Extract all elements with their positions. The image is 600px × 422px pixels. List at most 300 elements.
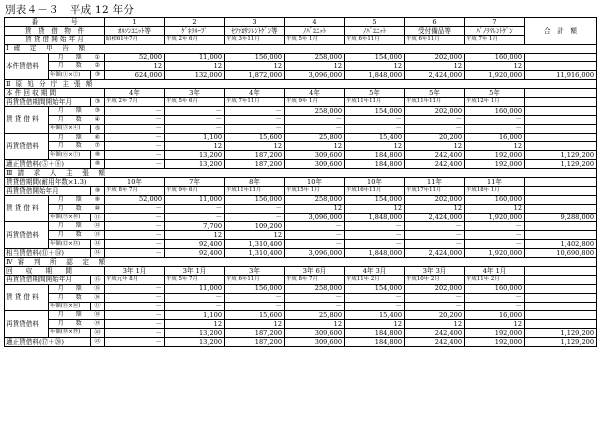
value-cell: 242,400 [405,338,465,347]
row-mark: ⑨ [91,195,105,204]
value-cell: 4年 [225,89,285,98]
table-row [5,213,597,222]
column-number: 4 [285,18,345,27]
section-title: Ⅱ 原 処 分 庁 主 張 額 [5,80,597,89]
value-cell: 13,200 [165,160,225,169]
value-cell: 11,916,000 [525,71,597,80]
value-cell: － [105,133,165,142]
value-cell [525,115,597,124]
row-label: 年額(⑫×⑬) [49,240,91,249]
value-cell: 平成 9年 1月 [285,98,345,107]
value-cell [525,178,597,187]
value-cell: 92,400 [165,240,225,249]
value-cell [525,204,597,213]
value-cell [525,302,597,311]
value-cell: － [285,240,345,249]
value-cell [525,195,597,204]
table-body [5,18,597,347]
value-cell: 1,872,000 [225,71,285,80]
value-cell: 12 [465,62,525,71]
row-mark: ⑲ [91,320,105,329]
value-cell [525,186,597,195]
table-row [5,231,597,240]
value-cell: － [105,213,165,222]
value-cell: 52,000 [105,53,165,62]
value-cell: 15,600 [225,311,285,320]
row-mark: ⑧ [91,151,105,160]
table-row [5,222,597,231]
value-cell: － [105,160,165,169]
value-cell: 15,400 [345,133,405,142]
table-row [5,338,597,347]
column-start: 平成 5年 1月 [285,35,345,44]
row-mark: ③ [91,71,105,80]
row-label: 月 数 [49,142,91,151]
header-label: 賃 貸 借 開 始 年 月 [5,35,105,44]
value-cell: － [105,338,165,347]
value-cell: 1,310,400 [225,240,285,249]
group-label: 賃 貸 借 料 [5,106,49,133]
row-mark: ⑮ [91,284,105,293]
value-cell: － [105,106,165,115]
value-cell: 12 [465,142,525,151]
value-cell: 1,129,200 [525,160,597,169]
value-cell: 12 [285,142,345,151]
value-cell: 10,690,800 [525,249,597,258]
value-cell: 12 [165,320,225,329]
value-cell: 9,288,000 [525,213,597,222]
table-row [5,115,597,124]
value-cell: 平成 9年 6月 [165,186,225,195]
value-cell: 11,000 [165,53,225,62]
value-cell: － [165,115,225,124]
value-cell: － [345,115,405,124]
value-cell: － [285,302,345,311]
value-cell: 12 [225,142,285,151]
value-cell: － [465,240,525,249]
table-row [5,133,597,142]
value-cell: 192,000 [465,329,525,338]
value-cell: 5年 [405,89,465,98]
header-label: 番 号 [5,18,105,27]
value-cell: 242,400 [405,151,465,160]
row-mark: ⑭ [91,249,105,258]
value-cell [525,53,597,62]
row-label: 月 額 [49,133,91,142]
value-cell: 5年 [345,89,405,98]
row-label: 月 数 [49,115,91,124]
value-cell: 258,000 [285,106,345,115]
value-cell: － [225,124,285,133]
section-row [5,80,597,89]
value-cell: 平成11年11月 [225,186,285,195]
value-cell: － [105,240,165,249]
rent-calculation-table [4,17,597,347]
value-cell: － [345,124,405,133]
value-cell: － [405,293,465,302]
value-cell: － [105,249,165,258]
table-row [5,293,597,302]
value-cell: 184,800 [345,151,405,160]
row-label: 月 額 [49,284,91,293]
value-cell: 平成11年11月 [345,98,405,107]
table-row [5,142,597,151]
row-label: 月 額 [49,222,91,231]
table-row [5,311,597,320]
row-mark: ⑰ [91,302,105,311]
column-start: 平成 7年 1月 [465,35,525,44]
row-label: 適正賃借料(⑰＋⑳) [5,338,91,347]
row-mark: ⑧ [91,160,105,169]
table-row [5,62,597,71]
table-row [5,302,597,311]
value-cell: 1,402,800 [525,240,597,249]
column-item: ﾉﾊﾞﾕﾆｯﾄ [285,26,345,35]
row-label: 月 額 [49,195,91,204]
value-cell: 184,800 [345,160,405,169]
value-cell: － [105,124,165,133]
value-cell: － [165,293,225,302]
value-cell: 12 [225,62,285,71]
value-cell: 154,000 [345,53,405,62]
value-cell: 1,920,000 [465,71,525,80]
row-mark: ⑤ [91,124,105,133]
group-label: 賃 貸 借 料 [5,195,49,222]
group-label: 再賃貸借料 [5,222,49,249]
value-cell: 平成10年 2月 [405,275,465,284]
value-cell: 3年 [225,266,285,275]
value-cell: 7年 [165,178,225,187]
value-cell: － [285,222,345,231]
value-cell: － [105,204,165,213]
value-cell: 15,400 [345,311,405,320]
value-cell: 平成 6年11月 [225,275,285,284]
row-mark: ⑥ [91,133,105,142]
value-cell: 309,600 [285,160,345,169]
value-cell: － [105,284,165,293]
value-cell: 25,800 [285,311,345,320]
value-cell: － [465,293,525,302]
value-cell: － [165,302,225,311]
value-cell: － [105,142,165,151]
value-cell: 2,424,000 [405,249,465,258]
value-cell: 平成 5年 6月 [165,98,225,107]
row-label: 年額(⑱×⑲) [49,329,91,338]
value-cell: 1,100 [165,311,225,320]
value-cell: － [105,311,165,320]
row-mark: ⑦ [91,142,105,151]
table-row [5,284,597,293]
value-cell: 160,000 [465,53,525,62]
column-number: 3 [225,18,285,27]
value-cell: － [105,115,165,124]
value-cell: － [285,293,345,302]
row-label: 年額(③×④) [49,124,91,133]
header-label: 賃 貸 借 物 件 [5,26,105,35]
value-cell: 10年 [105,178,165,187]
value-cell: － [465,115,525,124]
value-cell [525,222,597,231]
value-cell: 11年 [405,178,465,187]
table-row [5,186,597,195]
column-item: ﾊﾟﾉﾗﾏﾚﾝﾄｹﾞﾝ [465,26,525,35]
value-cell [525,62,597,71]
value-cell: 309,600 [285,151,345,160]
value-cell: 156,000 [225,195,285,204]
value-cell: 132,000 [165,71,225,80]
value-cell: 12 [165,231,225,240]
value-cell: 平成11年 2月 [465,275,525,284]
row-mark: ④ [91,115,105,124]
value-cell: 1,848,000 [345,71,405,80]
value-cell: 平成18年 1月 [465,186,525,195]
column-item: ﾉﾊﾞﾕﾆｯﾄ [345,26,405,35]
value-cell: － [225,204,285,213]
value-cell: － [465,231,525,240]
value-cell: 10年 [345,178,405,187]
table-row [5,195,597,204]
column-start: 平成 6年11月 [405,35,465,44]
value-cell: － [285,124,345,133]
value-cell: 平成元年 8月 [105,275,165,284]
value-cell [525,284,597,293]
value-cell: 202,000 [405,195,465,204]
value-cell: 2,424,000 [405,213,465,222]
table-row [5,124,597,133]
value-cell [525,89,597,98]
value-cell: － [345,302,405,311]
value-cell: 12 [405,204,465,213]
value-cell: 20,200 [405,133,465,142]
value-cell: 4年 3月 [345,266,405,275]
value-cell: 309,600 [285,338,345,347]
value-cell: 平成 5年 7月 [165,275,225,284]
value-cell: 187,200 [225,329,285,338]
column-number: 2 [165,18,225,27]
row-mark: ⑨ [91,186,105,195]
value-cell: － [105,329,165,338]
table-row [5,178,597,187]
row-mark: ⑬ [91,231,105,240]
row-mark: ⑭ [91,240,105,249]
column-number: 6 [405,18,465,27]
row-label: 賃貸借期間(耐用年数×1.3) [5,178,105,187]
value-cell: － [105,151,165,160]
value-cell: － [345,222,405,231]
value-cell: 242,400 [405,329,465,338]
row-mark: ⑳ [91,329,105,338]
row-label: 年額(⑨×⑩) [49,213,91,222]
value-cell: 平成 7年11月 [225,98,285,107]
value-cell: 156,000 [225,53,285,62]
value-cell: 12 [285,62,345,71]
row-mark: ⑮ [91,275,105,284]
value-cell: 平成15年 1月 [285,186,345,195]
row-label: 月 数 [49,62,91,71]
value-cell: 12 [465,204,525,213]
value-cell: － [105,293,165,302]
value-cell: 258,000 [285,284,345,293]
value-cell [525,133,597,142]
row-label: 回 収 期 間 [5,266,105,275]
value-cell: 1,100 [165,133,225,142]
row-label: 月 数 [49,320,91,329]
value-cell: － [165,106,225,115]
group-label: 賃 貸 借 料 [5,284,49,311]
value-cell: 624,000 [105,71,165,80]
row-mark: ⑫ [91,222,105,231]
value-cell: － [345,293,405,302]
value-cell: 192,000 [465,151,525,160]
value-cell: 12 [345,320,405,329]
row-mark: ⑯ [91,293,105,302]
value-cell: 1,920,000 [465,249,525,258]
value-cell: 4年 [105,89,165,98]
value-cell: 11年 [465,178,525,187]
value-cell: 52,000 [105,195,165,204]
row-label: 月 額 [49,311,91,320]
group-label: 再賃貸借料 [5,133,49,160]
row-mark: ① [91,53,105,62]
value-cell: 平成16年11月 [345,186,405,195]
row-mark: ③ [91,106,105,115]
value-cell [525,311,597,320]
column-start: 平成 6年11月 [345,35,405,44]
row-mark: ⑩ [91,204,105,213]
row-label: 再賃貸借期間開始年月 [5,98,91,107]
row-label: 再賃貸借期間開始年月 [5,275,91,284]
value-cell: 184,800 [345,338,405,347]
value-cell: － [345,231,405,240]
value-cell: 12 [465,320,525,329]
value-cell [525,293,597,302]
row-label: 相当賃借料(⑪＋⑭) [5,249,91,258]
value-cell: 12 [225,231,285,240]
value-cell: 3年 1月 [165,266,225,275]
value-cell: 3年 1月 [105,266,165,275]
value-cell: 12 [285,204,345,213]
value-cell: 156,000 [225,284,285,293]
value-cell: 16,000 [465,133,525,142]
value-cell: 10年 [285,178,345,187]
value-cell [525,320,597,329]
row-mark: ③ [91,98,105,107]
value-cell: － [165,124,225,133]
total-header: 合 計 額 [525,18,597,45]
value-cell: 平成17年11月 [405,186,465,195]
value-cell: － [405,302,465,311]
value-cell: 3,096,000 [285,213,345,222]
header-row-number [5,18,597,27]
value-cell: － [105,231,165,240]
value-cell: 187,200 [225,338,285,347]
value-cell: － [225,213,285,222]
value-cell: 242,400 [405,160,465,169]
section-title: Ⅰ 確 定 申 告 額 [5,44,597,53]
table-row [5,320,597,329]
value-cell [525,106,597,115]
row-label: 本 件 回 収 期 間 [5,89,105,98]
value-cell: 1,129,200 [525,151,597,160]
value-cell: 202,000 [405,53,465,62]
value-cell: 3,096,000 [285,249,345,258]
table-row [5,266,597,275]
table-row [5,329,597,338]
table-row [5,89,597,98]
column-number: 5 [345,18,405,27]
value-cell: 309,600 [285,329,345,338]
table-row [5,249,597,258]
value-cell: 11,000 [165,195,225,204]
value-cell [525,142,597,151]
document-caption: 別表４－３ 平成 12 年分 [5,4,135,16]
value-cell: 7,700 [165,222,225,231]
value-cell: 13,200 [165,329,225,338]
section-row [5,44,597,53]
value-cell: 15,600 [225,133,285,142]
table-row [5,106,597,115]
value-cell: 12 [105,62,165,71]
value-cell: 202,000 [405,106,465,115]
value-cell: 3,096,000 [285,71,345,80]
value-cell: 12 [405,62,465,71]
value-cell: 12 [225,320,285,329]
value-cell: 13,200 [165,151,225,160]
row-label: 再賃貸借開始年月 [5,186,91,195]
row-mark: ⑪ [91,213,105,222]
value-cell: 25,800 [285,133,345,142]
value-cell: 8年 [225,178,285,187]
value-cell: － [225,106,285,115]
value-cell: 1,310,400 [225,249,285,258]
value-cell: 平成 8年 7月 [105,186,165,195]
value-cell: 187,200 [225,160,285,169]
value-cell: 3年 6月 [285,266,345,275]
value-cell: － [405,231,465,240]
column-item: 受付備品等 [405,26,465,35]
value-cell: 12 [285,320,345,329]
value-cell: 1,920,000 [465,213,525,222]
table-row [5,98,597,107]
value-cell: 184,800 [345,329,405,338]
value-cell: 187,200 [225,151,285,160]
table-row [5,151,597,160]
value-cell: 20,200 [405,311,465,320]
value-cell: 平成11年 2月 [345,275,405,284]
row-label: 月 額 [49,53,91,62]
value-cell: 12 [345,62,405,71]
row-label: 適正賃借料(⑤＋⑧) [5,160,91,169]
value-cell: － [405,115,465,124]
table-row [5,160,597,169]
value-cell: － [225,302,285,311]
value-cell: － [465,124,525,133]
column-start: 平成 2年 6月 [165,35,225,44]
value-cell: 154,000 [345,106,405,115]
value-cell: － [405,222,465,231]
value-cell: 154,000 [345,195,405,204]
value-cell: － [105,320,165,329]
column-start: 平成 3年11月 [225,35,285,44]
value-cell: 12 [165,62,225,71]
row-label: 年額(⑥×⑦) [49,151,91,160]
value-cell: 13,200 [165,338,225,347]
row-label: 年額(⑮×⑯) [49,302,91,311]
value-cell: － [165,213,225,222]
value-cell: － [405,240,465,249]
value-cell: － [345,240,405,249]
value-cell: 1,129,200 [525,338,597,347]
